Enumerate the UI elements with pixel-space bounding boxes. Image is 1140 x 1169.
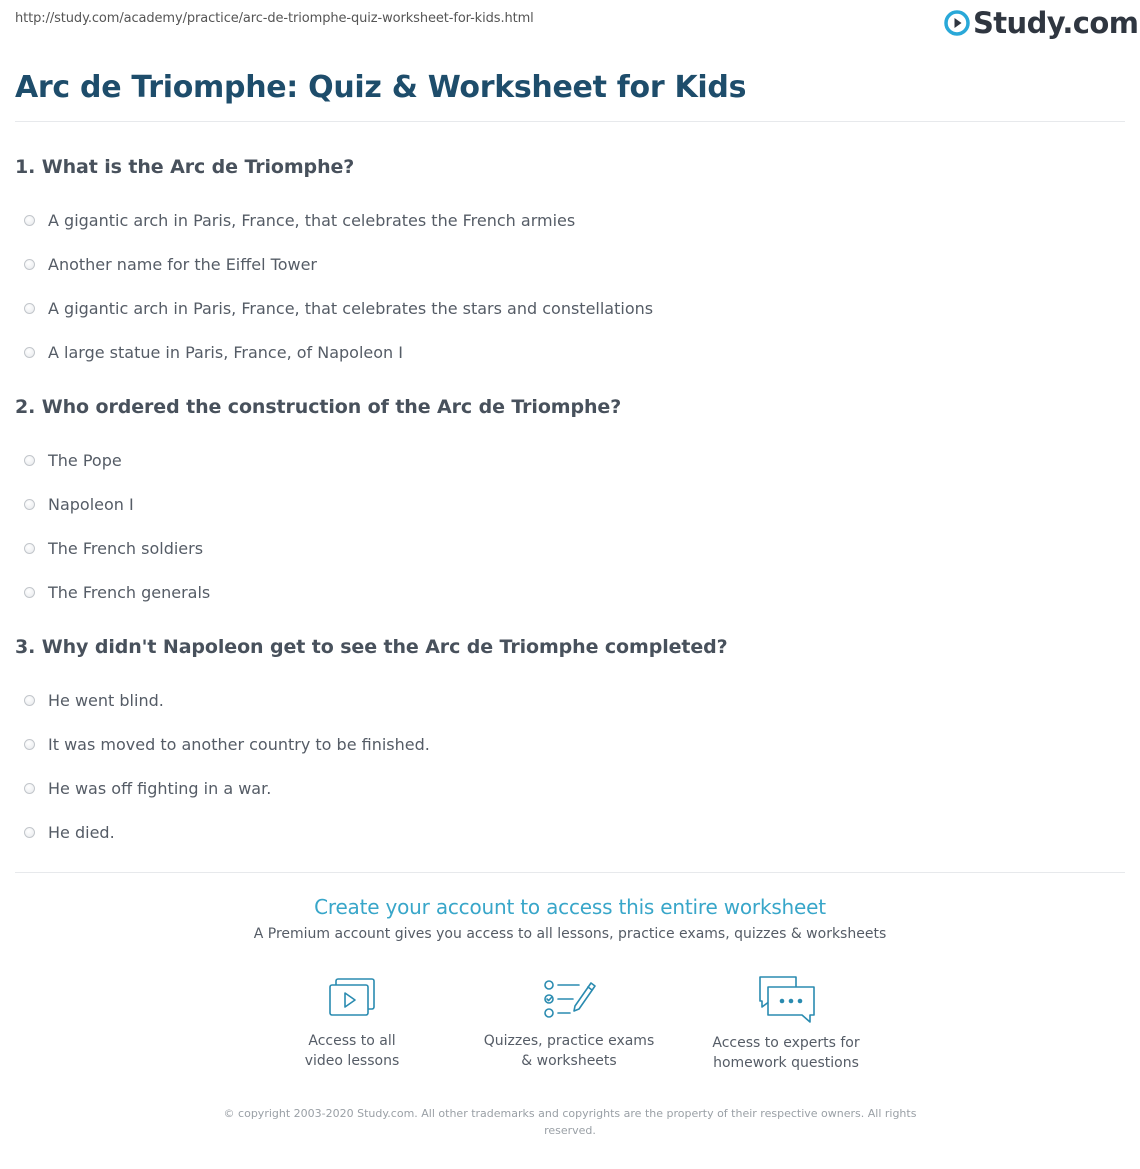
answer-choice[interactable] bbox=[24, 810, 430, 854]
choice-label: A gigantic arch in Paris, France, that celebrates the stars and constellations bbox=[48, 298, 654, 318]
video-lessons-icon bbox=[326, 975, 378, 1023]
choice-label: The French soldiers bbox=[48, 538, 204, 558]
radio-button[interactable] bbox=[24, 347, 35, 358]
question-title: 1. What is the Arc de Triomphe? bbox=[15, 156, 355, 178]
choice-label: He was off fighting in a war. bbox=[48, 778, 272, 798]
play-logo-icon bbox=[944, 10, 970, 36]
answer-choice[interactable] bbox=[24, 678, 430, 722]
answer-choice[interactable] bbox=[24, 570, 210, 614]
choice-label: It was moved to another country to be finished. bbox=[48, 734, 430, 754]
choice-label: The Pope bbox=[48, 450, 122, 470]
feature-label: Access to experts for homework questions bbox=[712, 1035, 860, 1071]
answer-choice[interactable] bbox=[24, 438, 210, 482]
choice-label: Napoleon I bbox=[48, 494, 134, 514]
answer-choice[interactable] bbox=[24, 722, 430, 766]
title-divider bbox=[15, 121, 1125, 122]
cta-divider bbox=[15, 872, 1125, 873]
chat-bubbles-icon bbox=[754, 975, 818, 1025]
answer-choice[interactable] bbox=[24, 198, 653, 242]
radio-button[interactable] bbox=[24, 259, 35, 270]
choice-list bbox=[24, 678, 430, 854]
feature-experts bbox=[686, 975, 886, 1073]
question-title: 2. Who ordered the construction of the Arc de Triomphe? bbox=[15, 396, 622, 418]
feature-video-lessons bbox=[252, 975, 452, 1071]
question-title: 3. Why didn't Napoleon get to see the Arc de Triomphe completed? bbox=[15, 636, 728, 658]
quiz-checklist-icon bbox=[539, 975, 599, 1023]
answer-choice[interactable] bbox=[24, 242, 653, 286]
radio-button[interactable] bbox=[24, 695, 35, 706]
radio-button[interactable] bbox=[24, 215, 35, 226]
question-2 bbox=[15, 396, 1115, 602]
question-1 bbox=[15, 156, 1115, 362]
radio-button[interactable] bbox=[24, 827, 35, 838]
answer-choice[interactable] bbox=[24, 286, 653, 330]
study-logo[interactable] bbox=[944, 6, 1138, 40]
feature-quizzes bbox=[469, 975, 669, 1071]
feature-label: Access to all video lessons bbox=[304, 1033, 400, 1069]
answer-choice[interactable] bbox=[24, 482, 210, 526]
radio-button[interactable] bbox=[24, 303, 35, 314]
radio-button[interactable] bbox=[24, 587, 35, 598]
radio-button[interactable] bbox=[24, 455, 35, 466]
choice-label: Another name for the Eiffel Tower bbox=[48, 254, 317, 274]
create-account-link[interactable]: Create your account to access this entire worksheet bbox=[314, 895, 826, 919]
answer-choice[interactable] bbox=[24, 526, 210, 570]
feature-label: Quizzes, practice exams & worksheets bbox=[483, 1033, 655, 1069]
page-url: http://study.com/academy/practice/arc-de-triomphe-quiz-worksheet-for-kids.html bbox=[15, 11, 534, 26]
choice-list bbox=[24, 438, 210, 614]
choice-label: The French generals bbox=[48, 582, 211, 602]
radio-button[interactable] bbox=[24, 783, 35, 794]
radio-button[interactable] bbox=[24, 499, 35, 510]
question-3 bbox=[15, 636, 1115, 842]
page-title: Arc de Triomphe: Quiz & Worksheet for Kids bbox=[15, 70, 747, 105]
choice-label: He died. bbox=[48, 822, 115, 842]
cta-subtitle: A Premium account gives you access to all lessons, practice exams, quizzes & worksheets bbox=[253, 926, 887, 942]
answer-choice[interactable] bbox=[24, 330, 653, 374]
choice-label: He went blind. bbox=[48, 690, 164, 710]
choice-label: A gigantic arch in Paris, France, that celebrates the French armies bbox=[48, 210, 576, 230]
radio-button[interactable] bbox=[24, 739, 35, 750]
logo-text: Study.com bbox=[973, 6, 1139, 40]
copyright-notice: © copyright 2003-2020 Study.com. All other trademarks and copyrights are the property of their respective owners. All rights reserved. bbox=[223, 1107, 917, 1137]
radio-button[interactable] bbox=[24, 543, 35, 554]
answer-choice[interactable] bbox=[24, 766, 430, 810]
choice-label: A large statue in Paris, France, of Napoleon I bbox=[48, 342, 403, 362]
choice-list bbox=[24, 198, 653, 374]
